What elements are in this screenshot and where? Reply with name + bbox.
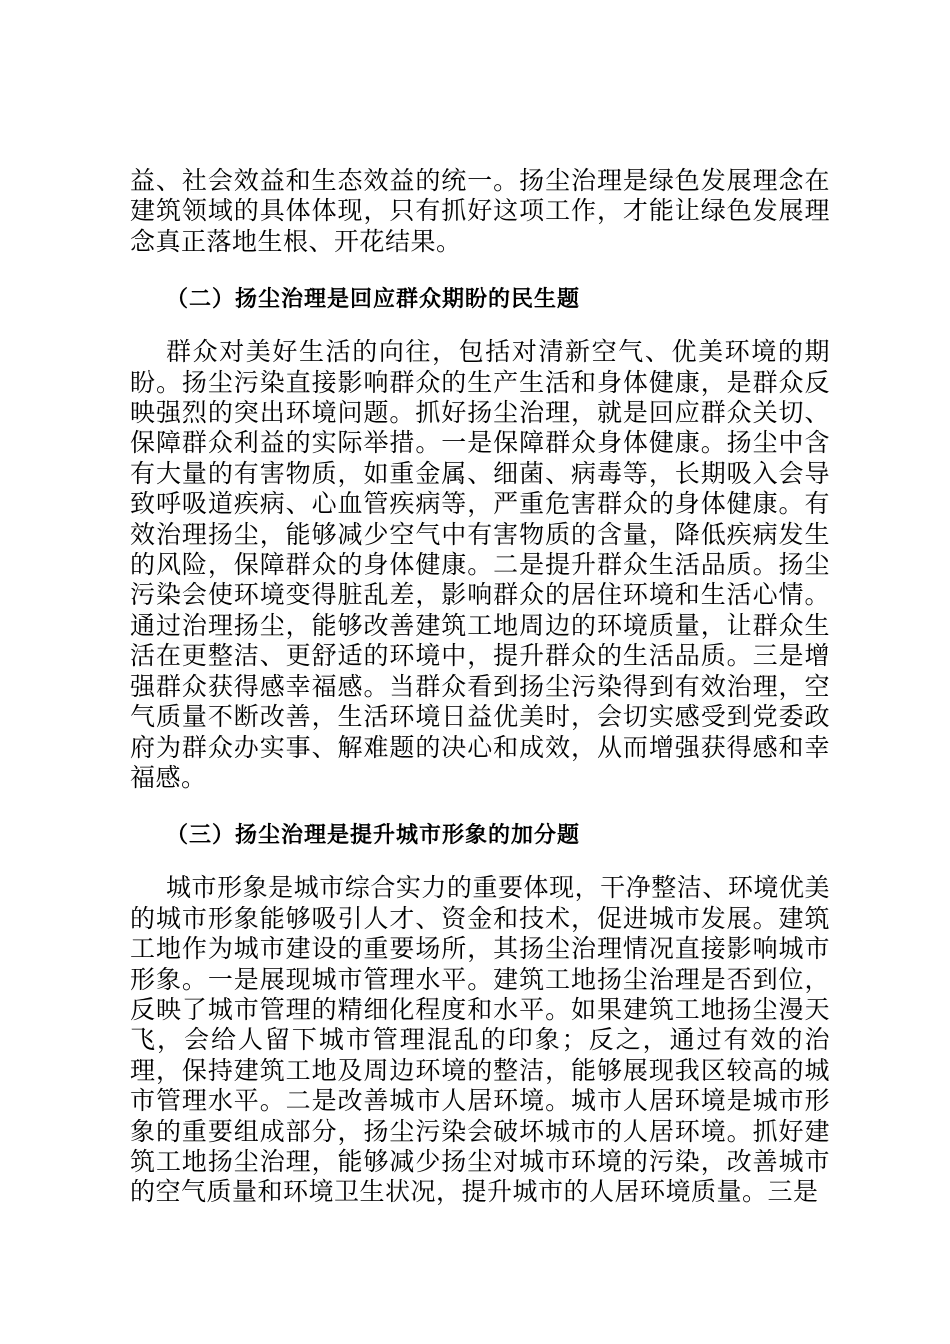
document-page <box>130 166 830 1208</box>
body-paragraph: 群众对美好生活的向往，包括对清新空气、优美环境的期盼。扬尘污染直接影响群众的生产生活和身体健康，是群众反映强烈的突出环境问题。抓好扬尘治理，就是回应群众关切、保障群众利益的实际举措。一是保障群众身体健康。扬尘中含有大量的有害物质，如重金属、细菌、病毒等，长期吸入会导致呼吸道疾病、心血管疾病等，严重危害群众的身体健康。有效治理扬尘，能够减少空气中有害物质的含量，降低疾病发生的风险，保障群众的身体健康。二是提升群众生活品质。扬尘污染会使环境变得脏乱差，影响群众的居住环境和生活心情。通过治理扬尘，能够改善建筑工地周边的环境质量，让群众生活在更整洁、更舒适的环境中，提升群众的生活品质。三是增强群众获得感幸福感。当群众看到扬尘污染得到有效治理，空气质量不断改善，生活环境日益优美时，会切实感受到党委政府为群众办实事、解难题的决心和成效，从而增强获得感和幸福感。 <box>130 337 830 792</box>
section-heading: （二）扬尘治理是回应群众期盼的民生题 <box>166 287 581 313</box>
section-heading: （三）扬尘治理是提升城市形象的加分题 <box>166 823 581 849</box>
heading-spacer <box>130 851 830 873</box>
paragraph-spacer <box>130 257 830 285</box>
body-paragraph: 益、社会效益和生态效益的统一。扬尘治理是绿色发展理念在建筑领域的具体体现，只有抓好这项工作，才能让绿色发展理念真正落地生根、开花结果。 <box>130 166 830 256</box>
paragraph-spacer <box>130 793 830 821</box>
heading-spacer <box>130 315 830 337</box>
body-paragraph: 城市形象是城市综合实力的重要体现，干净整洁、环境优美的城市形象能够吸引人才、资金和技术，促进城市发展。建筑工地作为城市建设的重要场所，其扬尘治理情况直接影响城市形象。一是展现城市管理水平。建筑工地扬尘治理是否到位，反映了城市管理的精细化程度和水平。如果建筑工地扬尘漫天飞，会给人留下城市管理混乱的印象；反之，通过有效的治理，保持建筑工地及周边环境的整洁，能够展现我区较高的城市管理水平。二是改善城市人居环境。城市人居环境是城市形象的重要组成部分，扬尘污染会破坏城市的人居环境。抓好建筑工地扬尘治理，能够减少扬尘对城市环境的污染，改善城市的空气质量和环境卫生状况，提升城市的人居环境质量。三是 <box>130 873 830 1207</box>
